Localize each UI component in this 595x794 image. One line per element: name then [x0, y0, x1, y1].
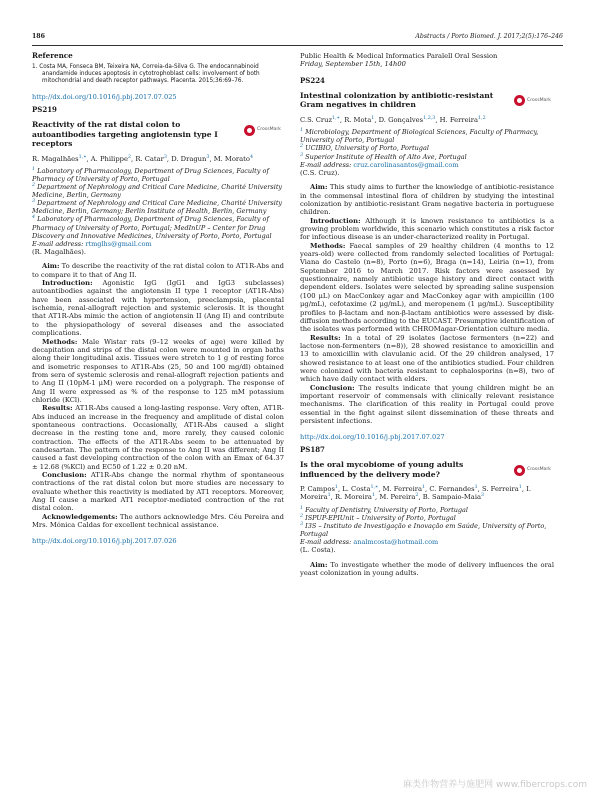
affiliation-marker: 2 — [32, 182, 36, 188]
author-name: D. Dragun — [171, 154, 207, 163]
author-name: C. Fernandes — [429, 485, 475, 493]
intro-label: Introduction: — [310, 216, 361, 225]
email-link[interactable]: cruz.carolinasantos@gmail.com — [353, 160, 459, 169]
affiliation-item: $^3$ Department of Nephrology and Critical Care Medicine, Charité University Medicine, Berlin, Germany; Berlin Institute of Health, Berlin, Germany — [32, 199, 283, 216]
methods-label: Methods: — [310, 241, 346, 250]
author-affiliation-marker: 3 — [481, 493, 485, 499]
left-column — [32, 52, 284, 550]
author-affiliation-marker: 1 — [334, 484, 338, 490]
affiliation-item: $^2$ Department of Nephrology and Critical Care Medicine, Charité University Medicine, Berlin, Germany — [32, 182, 283, 200]
intro-paragraph — [300, 217, 554, 242]
affiliation-item: $^2$ UCIBIO, University of Porto, Portugal — [300, 144, 429, 153]
results-text: AT1R-Abs caused a long-lasting response. Very often, AT1R-Abs induced an increase in the frequency and amplitude of distal colon spontaneous contractions. Occasionally, AT1R-Abs caused a slight decrease in the resting tone and, more rarely, they caused colonic contraction. The effects of the AT1R-Abs seem to be attenuated by candesartan. The pattern of the response to Ang II was different; Ang II caused a fast developing contraction of the colon with an Emax of 64.37 ± 12.68 (%KCl) and EC50 of 1.22 ± 0.20 nM. — [32, 404, 284, 471]
methods-text: Male Wistar rats (9–12 weeks of age) were killed by decapitation and strips of the distal colon were mounted in organ baths along their longitudinal axis. Tissues were stretch to 1 g of resting force and isometric responses to AT1R-Abs (25, 50 and 100 mg/dl) obtained from sera of systemic sclerosis and renal-allograft rejection patients and to Ang II (10pM-1 μM) were recorded on a polygraph. The response of Ang II were expressed as % of the response to 125 mM potassium chloride (KCl). — [32, 337, 284, 404]
author-name: R. Moreira — [334, 493, 372, 502]
crossmark-badge[interactable] — [514, 462, 554, 478]
session-heading — [300, 52, 554, 69]
aim-label: Aim: — [310, 560, 328, 569]
email-line — [300, 538, 554, 546]
results-text: In a total of 29 isolates (lactose fermenters (n=22) and lactose non-fermenters (n=8)), 28 showed resistance to amoxicillin and 13 to amoxicillin with clavulanic acid. Of the 29 children analysed, 17 showed resistance to at least one of the antibiotics studied. Four children were colonized with bacteria resistant to cephalosporins (n=8), two of which have daily contact with elders. — [300, 333, 554, 384]
affiliation-list — [300, 128, 554, 160]
session-title: Public Health & Medical Informatics Paralell Oral Session — [300, 52, 498, 60]
author-list: P. Campos$^1$, L. Costa$^{1,∗}$, M. Ferreira$^1$, C. Fernandes$^1$, S. Ferreira$^1$, I. Moreira$^1$, R. Moreira$^1$, M. Pereira$^2$, B. Sampaio-Maia$^3$ — [300, 484, 531, 502]
running-header — [32, 33, 563, 45]
email-link[interactable]: analmcosta@hotmail.com — [353, 538, 439, 547]
intro-text: Although it is known resistance to antibiotics is a growing problem worldwide, this scenario which constitutes a risk factor for infectious disease is an under-characterized reality in Portugal. — [300, 216, 555, 242]
conclusion-paragraph — [32, 471, 284, 513]
conclusion-label: Conclusion: — [310, 383, 355, 392]
author-name: M. Pereira — [379, 493, 416, 502]
doi-link[interactable]: http://dx.doi.org/10.1016/j.pbj.2017.07.025 — [32, 93, 177, 102]
intro-text: Agonistic IgG (IgG1 and IgG3 subclasses) autoantibodies against the angiotensin II type 1 receptor (AT1R-Abs) have been associated with hypertension, preeclampsia, placental ischemia, renal-allograft rejection and systemic sclerosis. It is thought that AT1R-Abs mimic the action of angiotensin II (Ang II) and contribute to the physiopathology of several diseases and the associated complications. — [32, 279, 284, 338]
affiliation-marker: 1 — [32, 166, 36, 172]
email-label: E-mail address: — [300, 538, 352, 547]
author-affiliation-marker: 1 — [371, 115, 375, 121]
affiliation-marker: 2 — [300, 144, 304, 150]
author-affiliation-marker: 1,2 — [478, 115, 486, 121]
results-paragraph — [300, 334, 554, 384]
author-name: C.S. Cruz — [300, 115, 333, 124]
affiliation-marker: 1 — [300, 505, 304, 511]
watermark: 麻类作物营养与施肥网 www.fibercrops.com — [403, 780, 587, 790]
affiliation-item: $^2$ ISPUP-EPIUnit – University of Porto, Portugal — [300, 513, 456, 522]
crossmark-icon — [244, 125, 255, 136]
author-name: L. Costa — [342, 485, 371, 493]
email-label: E-mail address: — [300, 160, 352, 169]
crossmark-badge[interactable] — [244, 122, 284, 138]
results-paragraph — [32, 404, 284, 471]
author-name: A. Philippe — [90, 154, 128, 163]
author-name: I. Moreira — [300, 485, 531, 502]
abstract-code: PS224 — [300, 75, 325, 85]
aim-text: To describe the reactivity of the rat distal colon to AT1R-Abs and to compare it to that of Ang II. — [32, 262, 284, 279]
header-rule — [32, 45, 563, 46]
reference-heading: Reference — [32, 51, 73, 60]
abstract-title-row — [300, 91, 554, 110]
conclusion-paragraph — [300, 384, 554, 426]
email-line — [32, 240, 284, 248]
aim-label: Aim: — [310, 183, 328, 192]
affiliation-item: $^3$ Superior Institute of Health of Alto Ave, Portugal — [300, 152, 467, 161]
affiliation-item: $^1$ Faculty of Dentistry, University of Porto, Portugal — [300, 505, 468, 514]
aim-paragraph — [300, 183, 554, 216]
crossmark-label: CrossMark — [527, 466, 551, 472]
methods-label: Methods: — [42, 337, 78, 346]
author-affiliation-marker: 1 — [327, 493, 331, 499]
ack-label: Acknowledgements: — [42, 512, 118, 521]
journal-citation: Abstracts / Porto Biomed. J. 2017;2(5):176–246 — [415, 33, 563, 40]
author-affiliation-marker: 1 — [421, 484, 426, 490]
email-link[interactable]: rtmglhs@gmail.com — [85, 239, 152, 248]
abstract-title: Intestinal colonization by antibiotic-resistant Gram negatives in children — [300, 90, 494, 110]
crossmark-label: CrossMark — [527, 97, 551, 103]
intro-paragraph — [32, 279, 284, 337]
author-affiliation-marker: 1 — [518, 484, 522, 490]
author-name: B. Sampaio-Maia — [422, 493, 482, 502]
intro-label: Introduction: — [42, 279, 93, 288]
author-name: R. Magalhães — [32, 154, 79, 163]
aim-text: This study aims to further the knowledge of antibiotic-resistance in the commensal intestinal flora of children by studying the intestinal colonization by antibiotic-resistant Gram negative bacteria in portuguese children. — [300, 183, 555, 217]
author-name: D. Gonçalves — [378, 115, 424, 124]
affiliation-marker: 2 — [300, 513, 304, 519]
affiliation-list — [300, 506, 554, 538]
email-label: E-mail address: — [32, 239, 84, 248]
page-number: 186 — [32, 33, 45, 40]
conclusion-label: Conclusion: — [42, 471, 87, 479]
author-name: S. Ferreira — [481, 485, 519, 493]
author-name: P. Campos — [300, 485, 335, 493]
crossmark-icon — [514, 95, 525, 106]
author-affiliation-marker: 1,∗ — [332, 115, 340, 121]
abstract-title-row — [32, 120, 284, 149]
affiliation-marker: 3 — [300, 152, 304, 158]
author-affiliation-marker: 3 — [206, 154, 210, 160]
corresponding-author: (R. Magalhães). — [32, 248, 87, 257]
abstract-title-row — [300, 460, 554, 479]
author-affiliation-marker: 2 — [127, 154, 132, 160]
results-label: Results: — [42, 404, 73, 413]
corresponding-author: (C.S. Cruz). — [300, 169, 340, 177]
affiliation-item: $^4$ Laboratory of Pharmacology, Department of Drug Sciences, Faculty of Pharmacy of University of Porto, Portugal; MedInUP – Center for Drug Discovery and Innovative Medicines, University of Porto, Porto, Portugal — [32, 215, 272, 240]
author-affiliation-marker: 2 — [415, 493, 419, 499]
aim-text: To investigate whether the mode of delivery influences the oral yeast colonization in young adults. — [300, 560, 554, 578]
methods-paragraph — [32, 338, 284, 405]
author-name: R. Mota — [344, 115, 372, 124]
results-label: Results: — [310, 333, 341, 342]
affiliation-marker: 3 — [32, 199, 36, 205]
abstract-title: Reactivity of the rat distal colon to autoantibodies targeting angiotensin type I receptors — [32, 120, 218, 149]
methods-paragraph — [300, 242, 554, 334]
right-column — [300, 52, 554, 577]
author-affiliation-marker: 1,∗ — [78, 154, 87, 160]
conclusion-text: The results indicate that young children might be an important reservoir of commensals with clinically relevant resistance mechanisms. The clarification of this reality in Portugal could prove essential in the fight against silent dissemination of these threats and persistent infections. — [300, 383, 554, 425]
affiliation-item: $^1$ Microbiology, Department of Biological Sciences, Faculty of Pharmacy, University of Porto, Portugal — [300, 128, 539, 145]
author-affiliation-marker: 3 — [163, 154, 167, 160]
affiliation-marker: 3 — [300, 521, 304, 527]
crossmark-label: CrossMark — [257, 126, 281, 132]
author-name: M. Ferreira — [382, 485, 422, 493]
conclusion-text: AT1R-Abs change the normal rhythm of spontaneous contractions of the rat distal colon but more studies are necessary to evaluate whether this reactivity is mediated by AT1 receptors. Moreover, Ang II cause a marked AT1 receptor-mediated contraction of the rat distal colon. — [32, 471, 284, 513]
author-affiliation-marker: 1,2,3 — [423, 115, 436, 121]
affiliation-marker: 4 — [32, 215, 36, 221]
affiliation-item: $^1$ Laboratory of Pharmacology, Department of Drug Sciences, Faculty of Pharmacy of University of Porto, Portugal — [32, 166, 269, 183]
author-name: H. Ferreira — [439, 115, 479, 124]
ack-paragraph — [32, 513, 284, 530]
author-list: C.S. Cruz$^{1,∗}$, R. Mota$^1$, D. Gonçalves$^{1,2,3}$, H. Ferreira$^{1,2}$ — [300, 115, 486, 124]
ack-text: The authors acknowledge Mrs. Céu Pereira and Mrs. Mónica Caldas for excellent technical assistance. — [32, 512, 284, 530]
abstract-code: PS219 — [32, 104, 57, 114]
author-affiliation-marker: 1,∗ — [370, 484, 379, 490]
author-affiliation-marker: 1 — [371, 493, 376, 499]
crossmark-icon — [514, 465, 525, 476]
corresponding-author: (L. Costa). — [300, 546, 336, 555]
session-time: Friday, September 15th, 14h00 — [300, 60, 406, 69]
abstract-code: PS187 — [300, 444, 325, 454]
author-affiliation-marker: 4 — [249, 154, 254, 160]
crossmark-badge[interactable] — [514, 93, 554, 109]
aim-paragraph — [300, 561, 554, 578]
doi-link[interactable]: http://dx.doi.org/10.1016/j.pbj.2017.07.026 — [32, 537, 177, 546]
affiliation-list — [32, 167, 284, 240]
aim-paragraph — [32, 262, 284, 279]
author-name: R. Catar — [135, 154, 164, 163]
affiliation-item: $^3$ I3S – Instituto de Investigação e Inovação em Saúde, University of Porto, Portugal — [300, 521, 547, 538]
author-name: M. Morato — [213, 154, 250, 163]
email-line — [300, 161, 554, 169]
doi-link[interactable]: http://dx.doi.org/10.1016/j.pbj.2017.07.027 — [300, 433, 445, 442]
affiliation-marker: 1 — [300, 128, 304, 134]
author-affiliation-marker: 1 — [474, 484, 478, 490]
abstract-title: Is the oral mycobiome of young adults influenced by the delivery mode? — [300, 460, 464, 479]
author-list: R. Magalhães$^{1,∗}$, A. Philippe$^2$, R. Catar$^3$, D. Dragun$^3$, M. Morato$^4$ — [32, 154, 254, 163]
methods-text: Faecal samples of 29 healthy children (4 months to 12 years-old) were collected from randomly selected localities of Portugal: Viana do Castelo (n=8), Porto (n=6), Braga (n=14), Leiria (n=1), from September 2016 to March 2017. Risk factors were assessed by questionnaire, namely antibiotic usage history and direct contact with dependent elders. Isolates were selected by spreading saline suspension (100 μL) on MacConkey agar and MacConkey agar with ampicillin (100 μg/mL), cefotaxime (2 μg/mL), and meropenem (1 μg/mL). Susceptibility profiles to β-lactam and non-β-lactam antibiotics were assessed by disk-diffusion methods according to the EUCAST. Presumptive identification of the isolates was performed with CHROMagar-Orientation culture media. — [300, 241, 554, 334]
reference-item: 1. Costa MA, Fonseca BM, Teixeira NA, Correia-da-Silva G. The endocannabinoid anandamide induces apoptosis in cytotrophoblast cells: involvement of both mitochondrial and death receptor pathways. Placenta. 2015;36:69–76. — [32, 64, 260, 85]
aim-label: Aim: — [42, 262, 60, 271]
